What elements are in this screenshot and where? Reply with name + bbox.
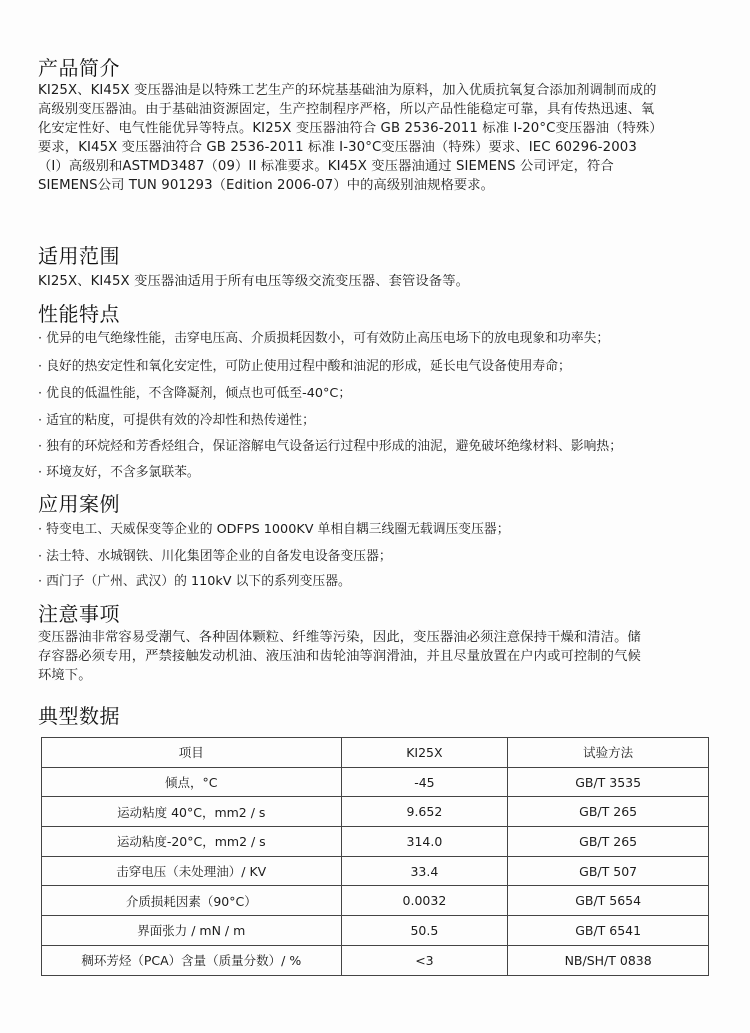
intro-line: SIEMENS公司 TUN 901293（Edition 2006-07）中的高级别油规格要求。 [38, 178, 495, 193]
scope-section [38, 243, 718, 291]
cell-item: 介质损耗因素（90°C） [42, 886, 342, 916]
notes-title: 注意事项 [38, 602, 120, 626]
intro-line: 高级别变压器油。由于基础油资源固定，生产控制程序严格，所以产品性能稳定可靠，具有传热迅速、氧 [38, 102, 655, 117]
scope-text: KI25X、KI45X 变压器油适用于所有电压等级交流变压器、套管设备等。 [38, 274, 469, 289]
cell-item: 倾点，°C [42, 767, 342, 797]
notes-line: 变压器油非常容易受潮气、各种固体颗粒、纤维等污染，因此，变压器油必须注意保持干燥和清洁。储 [38, 630, 641, 645]
table-row [42, 797, 709, 827]
notes-section [38, 601, 718, 627]
feature-item: · 独有的环烷烃和芳香烃组合，保证溶解电气设备运行过程中形成的油泥，避免破坏绝缘材料、影响热； [38, 438, 622, 456]
case-item: · 特变电工、天威保变等企业的 ODFPS 1000KV 单相自耦三线圈无载调压变压器； [38, 521, 510, 539]
feature-item: · 适宜的粘度，可提供有效的冷却性和热传递性； [38, 412, 315, 430]
intro-section [38, 55, 718, 81]
header-item: 项目 [42, 738, 342, 768]
cell-value: 0.0032 [341, 886, 508, 916]
cell-method: GB/T 265 [508, 797, 709, 827]
cell-item: 运动粘度 40°C，mm2 / s [42, 797, 342, 827]
notes-line: 环境下。 [38, 668, 92, 683]
cell-value: 50.5 [341, 916, 508, 946]
intro-body [38, 81, 728, 195]
intro-line: 化安定性好、电气性能优异等特点。KI25X 变压器油符合 GB 2536-2011 标准 I-20°C变压器油（特殊） [38, 121, 663, 136]
cell-method: NB/SH/T 0838 [508, 945, 709, 975]
intro-line: 要求，KI45X 变压器油符合 GB 2536-2011 标准 I-30°C变压器油（特殊）要求、IEC 60296-2003 [38, 140, 637, 155]
feature-item: · 优异的电气绝缘性能，击穿电压高、介质损耗因数小，可有效防止高压电场下的放电现象和功率失； [38, 330, 609, 348]
cell-value: 314.0 [341, 827, 508, 857]
notes-line: 存容器必须专用，严禁接触发动机油、液压油和齿轮油等润滑油，并且尽量放置在户内或可控制的气候 [38, 649, 641, 664]
cases-title: 应用案例 [38, 492, 120, 516]
cell-value: -45 [341, 767, 508, 797]
cell-method: GB/T 507 [508, 856, 709, 886]
cell-item: 运动粘度-20°C，mm2 / s [42, 827, 342, 857]
case-item: · 法士特、水城钢铁、川化集团等企业的自备发电设备变压器； [38, 548, 392, 566]
table-row [42, 945, 709, 975]
typical-data-table [41, 737, 709, 976]
typical-title: 典型数据 [38, 704, 120, 728]
feature-item: · 优良的低温性能，不含降凝剂，倾点也可低至-40°C； [38, 385, 351, 403]
typical-section [38, 703, 718, 729]
cell-method: GB/T 3535 [508, 767, 709, 797]
table-row [42, 886, 709, 916]
features-title: 性能特点 [38, 302, 120, 326]
cell-value: 9.652 [341, 797, 508, 827]
cell-method: GB/T 5654 [508, 886, 709, 916]
scope-title: 适用范围 [38, 244, 120, 268]
intro-title: 产品简介 [38, 56, 120, 80]
header-product: KI25X [341, 738, 508, 768]
table-row [42, 856, 709, 886]
features-section [38, 301, 718, 327]
cell-method: GB/T 265 [508, 827, 709, 857]
cell-item: 击穿电压（未处理油）/ KV [42, 856, 342, 886]
intro-line: KI25X、KI45X 变压器油是以特殊工艺生产的环烷基基础油为原料，加入优质抗氧复合添加剂调制而成的 [38, 83, 657, 98]
cell-method: GB/T 6541 [508, 916, 709, 946]
cell-item: 界面张力 / mN / m [42, 916, 342, 946]
table-header-row [42, 738, 709, 768]
cases-section [38, 491, 718, 517]
feature-item: · 环境友好，不含多氯联苯。 [38, 464, 200, 482]
intro-line: （I）高级别和ASTMD3487（09）II 标准要求。KI45X 变压器油通过 SIEMENS 公司评定，符合 [38, 159, 614, 174]
case-item: · 西门子（广州、武汉）的 110kV 以下的系列变压器。 [38, 573, 351, 591]
feature-item: · 良好的热安定性和氧化安定性，可防止使用过程中酸和油泥的形成，延长电气设备使用寿命； [38, 358, 571, 376]
table-row [42, 916, 709, 946]
cell-item: 稠环芳烃（PCA）含量（质量分数）/ % [42, 945, 342, 975]
cell-value: <3 [341, 945, 508, 975]
header-method: 试验方法 [508, 738, 709, 768]
cell-value: 33.4 [341, 856, 508, 886]
table-row [42, 827, 709, 857]
notes-body [38, 628, 728, 685]
table-row [42, 767, 709, 797]
